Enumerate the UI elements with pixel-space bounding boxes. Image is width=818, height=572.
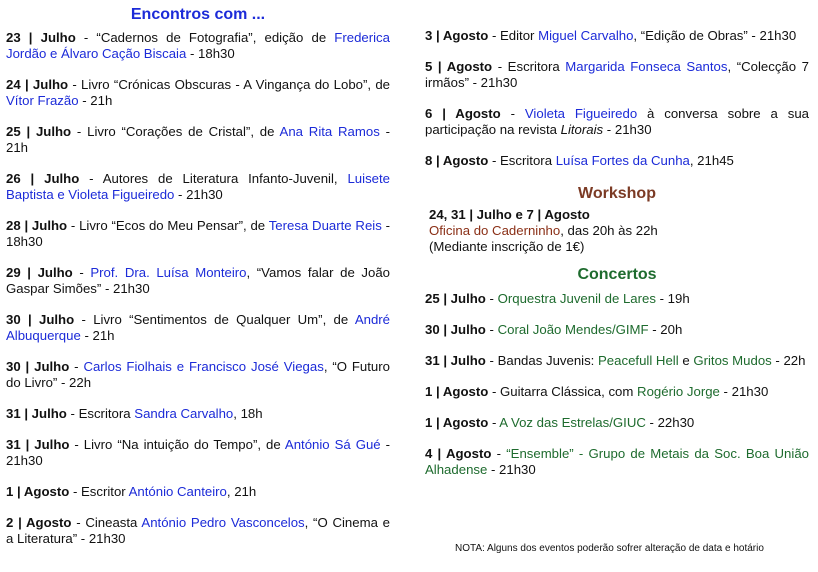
event-text: à conversa sobre a sua participação na revista xyxy=(425,106,809,137)
event-date: 24 | Julho xyxy=(6,77,69,92)
event-name: Peacefull Hell xyxy=(598,353,679,368)
event-text: , “Colecção 7 irmãos” - 21h30 xyxy=(425,59,809,90)
event-date: 3 | Agosto xyxy=(425,28,489,43)
event-entry xyxy=(6,124,390,156)
event-text: - 21h xyxy=(6,124,390,155)
event-text: , “O Futuro do Livro” - 22h xyxy=(6,359,390,390)
event-name: Luisete Baptista e Violeta Figueiredo xyxy=(6,171,390,202)
event-entry xyxy=(425,353,809,369)
event-text: - Livro “Na intuição do Tempo”, de xyxy=(69,437,285,452)
left-column xyxy=(6,0,390,562)
event-text: - 18h30 xyxy=(186,46,235,61)
event-text: - Guitarra Clássica, com xyxy=(488,384,638,399)
section-title-workshop: Workshop xyxy=(578,185,656,202)
event-date: 5 | Agosto xyxy=(425,59,493,74)
event-date: 1 | Agosto xyxy=(425,415,489,430)
event-text: - xyxy=(72,265,91,280)
event-date: 2 | Agosto xyxy=(6,515,72,530)
event-text: , 21h45 xyxy=(689,153,734,168)
event-entry xyxy=(6,437,390,469)
event-text: - 21h30 xyxy=(603,122,652,137)
event-name: Ana Rita Ramos xyxy=(279,124,380,139)
workshop-details xyxy=(429,223,809,239)
concertos-list xyxy=(425,291,809,478)
event-text: - 18h30 xyxy=(6,218,390,249)
event-entry xyxy=(425,106,809,138)
event-name: Gritos Mudos xyxy=(693,353,772,368)
event-date: 6 | Agosto xyxy=(425,106,501,121)
event-entry xyxy=(6,312,390,344)
event-name: Carlos Fiolhais e Francisco José Viegas xyxy=(83,359,324,374)
event-text: - xyxy=(491,446,507,461)
event-text: - 21h30 xyxy=(174,187,223,202)
event-text: - 21h30 xyxy=(6,437,391,468)
event-entry xyxy=(6,359,390,391)
event-text: - Livro “Corações de Cristal”, de xyxy=(71,124,280,139)
event-date: 25 | Julho xyxy=(425,291,486,306)
event-text: - 21h30 xyxy=(719,384,769,399)
event-text: - Escritora xyxy=(492,59,566,74)
event-text: - 22h xyxy=(771,353,806,368)
event-name: André Albuquerque xyxy=(6,312,391,343)
event-name: Sandra Carvalho xyxy=(134,406,234,421)
event-entry xyxy=(425,446,809,478)
event-entry xyxy=(425,384,809,400)
event-text: Litorais xyxy=(560,122,604,137)
event-entry xyxy=(6,406,390,422)
event-entry xyxy=(6,171,390,203)
event-text: - xyxy=(500,106,525,121)
event-name: Frederica Jordão e Álvaro Cação Biscaia xyxy=(6,30,390,61)
event-entry xyxy=(425,291,809,307)
event-entry xyxy=(6,77,390,109)
event-name: A Voz das Estrelas/GIUC xyxy=(499,415,646,430)
event-text: - Livro “Crónicas Obscuras - A Vingança do Lobo”, de xyxy=(68,77,390,92)
event-text: - Livro “Ecos do Meu Pensar”, de xyxy=(67,218,269,233)
event-name: Coral João Mendes/GIMF xyxy=(497,322,649,337)
event-date: 8 | Agosto xyxy=(425,153,489,168)
encontros-list xyxy=(6,30,390,547)
event-text: - 21h xyxy=(80,328,115,343)
event-entry xyxy=(425,28,809,44)
event-entry xyxy=(425,415,809,431)
event-text: - xyxy=(488,415,500,430)
event-text: , “Edição de Obras” - 21h30 xyxy=(633,28,797,43)
event-text: - Livro “Sentimentos de Qualquer Um”, de xyxy=(74,312,355,327)
event-name: António Canteiro xyxy=(128,484,227,499)
workshop-name: Oficina do Caderninho xyxy=(429,223,561,238)
event-text: e xyxy=(678,353,694,368)
event-date: 28 | Julho xyxy=(6,218,68,233)
event-text: - 22h30 xyxy=(645,415,695,430)
event-text: - Escritora xyxy=(488,153,556,168)
event-text: - Bandas Juvenis: xyxy=(485,353,599,368)
event-name: Vítor Frazão xyxy=(6,93,79,108)
event-text: - Escritora xyxy=(66,406,135,421)
event-text: , 18h xyxy=(233,406,263,421)
encontros-list-continued xyxy=(425,28,809,169)
event-name: António Pedro Vasconcelos xyxy=(141,515,305,530)
event-name: Violeta Figueiredo xyxy=(524,106,638,121)
event-entry xyxy=(425,153,809,169)
event-date: 23 | Julho xyxy=(6,30,76,45)
event-text: - 21h30 xyxy=(487,462,536,477)
event-text: - 19h xyxy=(655,291,690,306)
section-title-concertos: Concertos xyxy=(577,266,657,283)
event-entry xyxy=(6,265,390,297)
workshop-block xyxy=(425,207,809,255)
event-text: - Autores de Literatura Infanto-Juvenil, xyxy=(79,171,348,186)
footnote: NOTA: Alguns dos eventos poderão sofrer alteração de data e hotário xyxy=(455,543,764,554)
event-date: 30 | Julho xyxy=(6,312,75,327)
event-name: Prof. Dra. Luísa Monteiro xyxy=(90,265,247,280)
event-text: , 21h xyxy=(226,484,257,499)
event-date: 26 | Julho xyxy=(6,171,80,186)
event-name: Margarida Fonseca Santos xyxy=(565,59,728,74)
event-text: - Editor xyxy=(488,28,539,43)
event-text: - “Cadernos de Fotografia”, edição de xyxy=(75,30,335,45)
event-date: 30 | Julho xyxy=(6,359,70,374)
event-entry xyxy=(425,59,809,91)
event-name: António Sá Gué xyxy=(284,437,381,452)
event-text: - 20h xyxy=(648,322,683,337)
workshop-time: , das 20h às 22h xyxy=(560,223,658,238)
event-date: 29 | Julho xyxy=(6,265,73,280)
event-date: 31 | Julho xyxy=(6,406,67,421)
event-name: Miguel Carvalho xyxy=(538,28,634,43)
event-date: 31 | Julho xyxy=(6,437,70,452)
event-text: - xyxy=(485,322,498,337)
event-text: - xyxy=(69,359,84,374)
event-date: 25 | Julho xyxy=(6,124,72,139)
event-name: Orquestra Juvenil de Lares xyxy=(497,291,656,306)
event-name: Teresa Duarte Reis xyxy=(268,218,382,233)
event-text: - xyxy=(485,291,498,306)
event-text: - 21h xyxy=(78,93,113,108)
event-entry xyxy=(6,30,390,62)
event-entry xyxy=(6,515,390,547)
workshop-dates: 24, 31 | Julho e 7 | Agosto xyxy=(429,207,590,222)
event-date: 30 | Julho xyxy=(425,322,486,337)
event-name: “Ensemble” - Grupo de Metais da Soc. Boa União Alhadense xyxy=(425,446,809,477)
event-date: 31 | Julho xyxy=(425,353,486,368)
event-text: - Cineasta xyxy=(71,515,142,530)
event-date: 4 | Agosto xyxy=(425,446,492,461)
event-text: , “O Cinema e a Literatura” - 21h30 xyxy=(6,515,390,546)
event-entry xyxy=(425,322,809,338)
event-name: Luísa Fortes da Cunha xyxy=(555,153,690,168)
section-title-encontros: Encontros com ... xyxy=(130,6,266,23)
workshop-note: (Mediante inscrição de 1€) xyxy=(429,239,585,254)
event-name: Rogério Jorge xyxy=(637,384,720,399)
event-entry xyxy=(6,484,390,500)
event-entry xyxy=(6,218,390,250)
event-date: 1 | Agosto xyxy=(6,484,70,499)
event-text: , “Vamos falar de João Gaspar Simões” - 21h30 xyxy=(6,265,390,296)
right-column xyxy=(425,28,809,493)
event-date: 1 | Agosto xyxy=(425,384,489,399)
event-text: - Escritor xyxy=(69,484,129,499)
